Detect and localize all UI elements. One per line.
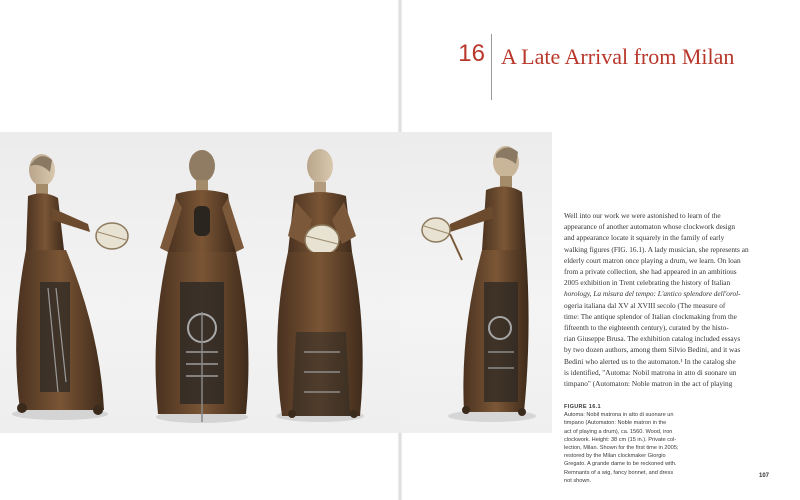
chapter-number: 16 (458, 40, 485, 67)
caption-line: lection, Milan. Shown for the first time in 2005; (564, 445, 679, 452)
automaton-figure-front-view (277, 149, 362, 418)
body-line: Bedini who alerted us to the automaton.¹ In the catalog she (564, 356, 736, 366)
body-line: rian Giuseppe Brusa. The exhibition catalog included essays (564, 334, 741, 344)
chapter-title: A Late Arrival from Milan (501, 44, 735, 69)
automaton-figure-back-view (156, 150, 249, 422)
automaton-figure-side-view (16, 154, 128, 415)
caption-line: act of playing a drum), ca. 1560. Wood, iron (564, 428, 673, 435)
body-line: walking figures (FIG. 16.1). A lady musician, she represents an (564, 244, 749, 254)
caption-line: not shown. (564, 477, 592, 484)
body-line: horology, La misura del tempo: L'antico splendore dell'orol- (564, 289, 741, 299)
body-line: appearance of another automaton whose clockwork design (564, 222, 736, 232)
caption-line: Automa: Nobil matrona in atto di suonare un (564, 412, 674, 419)
caption-line: timpano (Automaton: Noble matron in the (564, 420, 667, 427)
figure-caption (564, 403, 694, 485)
body-line: is identified, "Automa: Nobil matrona in atto di suonare un (564, 367, 737, 377)
body-line: from a private collection, she had appeared in an ambitious (564, 267, 737, 277)
body-line: Well into our work we were astonished to learn of the (564, 211, 721, 220)
caption-line: restored by the Milan clockmaker Giorgio (564, 453, 666, 460)
automaton-figure-profile-view (422, 146, 529, 416)
body-line: timpano" (Automaton: Noble matron in the act of playing (564, 379, 733, 389)
body-line: and appearance locate it squarely in the family of early (564, 233, 725, 243)
body-line: fifteenth to the eighteenth century), curated by the histo- (564, 323, 729, 333)
caption-line: clockwork. Height: 38 cm (15 in.). Private col- (564, 436, 677, 443)
body-line: ogeria italiana dal XV al XVIII secolo (The measure of (564, 300, 726, 310)
automaton-photo-three-views (0, 132, 400, 433)
body-line: time: The antique splendor of Italian clockmaking from the (564, 311, 737, 321)
page-number: 107 (759, 473, 770, 479)
body-text (564, 210, 765, 389)
figure-label: FIGURE 16.1 (564, 404, 601, 410)
caption-line: Remnants of a wig, fancy bonnet, and dress (564, 469, 674, 476)
chapter-divider (491, 34, 492, 100)
body-line: elderly court matron once playing a drum, we learn. On loan (564, 255, 741, 265)
caption-line: Gregato. A grande dame to be reckoned with. (564, 461, 677, 468)
automaton-photo-side-view (400, 132, 552, 433)
body-line: 2005 exhibition in Trent celebrating the history of Italian (564, 278, 731, 288)
body-line: by two dozen authors, among them Silvio Bedini, and it was (564, 345, 741, 355)
